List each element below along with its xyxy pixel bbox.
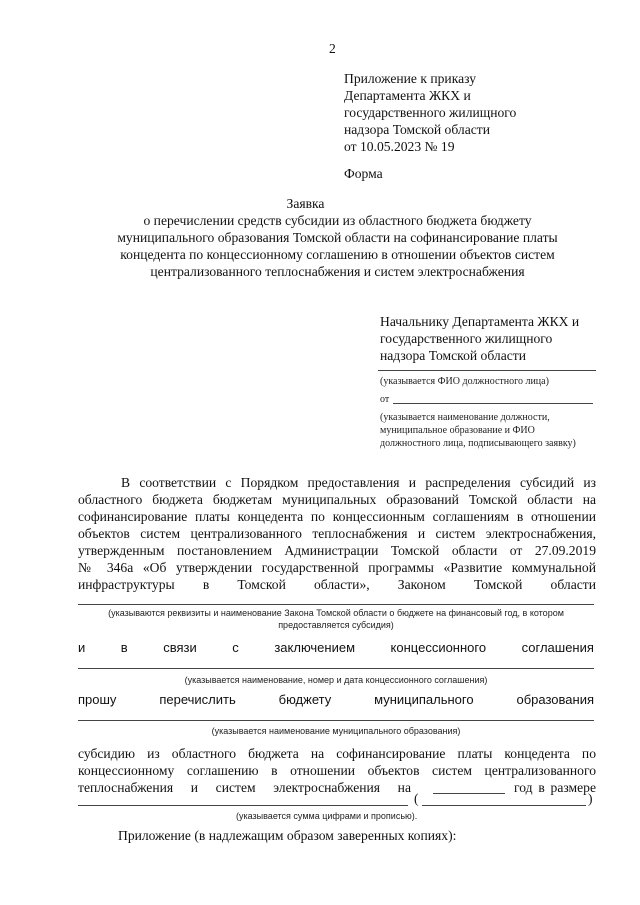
addressee-line: Начальнику Департамента ЖКХ и xyxy=(380,314,580,329)
concession-hint: (указывается наименование, номер и дата концессионного соглашения) xyxy=(184,675,488,685)
paragraph-line: В соответствии с Порядком предоставления и распределения субсидий из xyxy=(121,475,596,490)
paragraph-line: субсидию из областного бюджета на софинансирование платы концедента по xyxy=(78,746,596,761)
paragraph-line: концессионному соглашению в отношении объектов систем централизованного xyxy=(78,763,596,778)
signer-hint-line: должностного лица, подписывающего заявку) xyxy=(380,438,576,449)
addressee-line: надзора Томской области xyxy=(380,348,526,363)
appendix-line: государственного жилищного xyxy=(344,105,517,120)
appendix-line: Департамента ЖКХ и xyxy=(344,88,471,103)
addressee-line: государственного жилищного xyxy=(380,331,553,346)
request-paragraph xyxy=(78,745,596,796)
transfer-word: прошу xyxy=(78,692,117,707)
appendix-block xyxy=(344,70,604,155)
paragraph-line: объектов систем централизованного теплоснабжения и систем электроснабжения, xyxy=(78,526,596,541)
concession-word: в xyxy=(120,640,128,655)
open-paren: ( xyxy=(414,791,419,806)
title-line: концедента по концессионному соглашению в отношении объектов систем xyxy=(120,247,555,262)
document-title xyxy=(80,195,595,280)
concession-line xyxy=(78,668,594,669)
concession-row xyxy=(78,640,594,655)
title-line: о перечислении средств субсидии из областного бюджета бюджету xyxy=(143,213,532,228)
sum-words-line xyxy=(422,805,586,806)
law-hint-line: предоставляется субсидия) xyxy=(278,620,394,630)
paragraph-line: № 346а «Об утверждении государственной программы «Развитие коммунальной xyxy=(78,560,596,575)
from-line xyxy=(393,403,593,404)
appendix-line: от 10.05.2023 № 19 xyxy=(344,139,455,154)
title-line: муниципального образования Томской области на софинансирование платы xyxy=(117,230,558,245)
law-line xyxy=(78,604,594,605)
paragraph-line: инфраструктуры в Томской области», Законом Томской области xyxy=(78,577,596,592)
fio-line xyxy=(378,370,596,371)
form-label: Форма xyxy=(344,166,383,181)
concession-word: заключением xyxy=(274,640,356,655)
signer-hint-line: (указывается наименование должности, xyxy=(380,412,550,423)
sum-number-line xyxy=(78,805,408,806)
concession-word: с xyxy=(232,640,239,655)
municipality-line xyxy=(78,720,594,721)
transfer-row xyxy=(78,692,594,707)
concession-word: и xyxy=(78,640,86,655)
addressee-block xyxy=(380,313,610,364)
from-label: от xyxy=(380,394,390,405)
fio-hint: (указывается ФИО должностного лица) xyxy=(380,376,549,387)
signer-hint-line: муниципальное образование и ФИО xyxy=(380,425,535,436)
sum-hint: (указывается сумма цифрами и прописью). xyxy=(236,811,418,821)
title-heading: Заявка xyxy=(286,196,325,211)
title-line: централизованного теплоснабжения и систем электроснабжения xyxy=(150,264,525,279)
appendix-line: Приложение к приказу xyxy=(344,71,477,86)
amount-text: год в размере xyxy=(514,780,596,795)
year-text: теплоснабжения и систем электроснабжения на xyxy=(78,780,411,795)
concession-word: связи xyxy=(163,640,197,655)
concession-word: концессионного xyxy=(390,640,487,655)
law-hint-line: (указываются реквизиты и наименование Закона Томской области о бюджете на финансовый год, в котором xyxy=(108,608,564,618)
paragraph-line: областного бюджета бюджетам муниципальных образований Томской области на xyxy=(78,492,596,507)
year-blank xyxy=(433,793,505,794)
paragraph-line: софинансирование платы концедента по концессионным соглашениям в отношении xyxy=(78,509,596,524)
attachment-heading: Приложение (в надлежащим образом заверенных копиях): xyxy=(118,828,457,843)
signer-hint xyxy=(380,411,610,450)
transfer-word: муниципального xyxy=(374,692,474,707)
transfer-word: перечислить xyxy=(159,692,236,707)
appendix-line: надзора Томской области xyxy=(344,122,490,137)
transfer-word: образования xyxy=(516,692,594,707)
close-paren: ) xyxy=(588,791,593,806)
paragraph-line: утвержденным постановлением Администрации Томской области от 27.09.2019 xyxy=(78,543,596,558)
paragraph-line xyxy=(78,779,596,796)
concession-word: соглашения xyxy=(521,640,594,655)
law-hint xyxy=(78,607,594,631)
municipality-hint: (указывается наименование муниципального образования) xyxy=(211,726,461,736)
page-number: 2 xyxy=(329,41,336,56)
main-paragraph xyxy=(78,474,596,593)
transfer-word: бюджету xyxy=(278,692,332,707)
